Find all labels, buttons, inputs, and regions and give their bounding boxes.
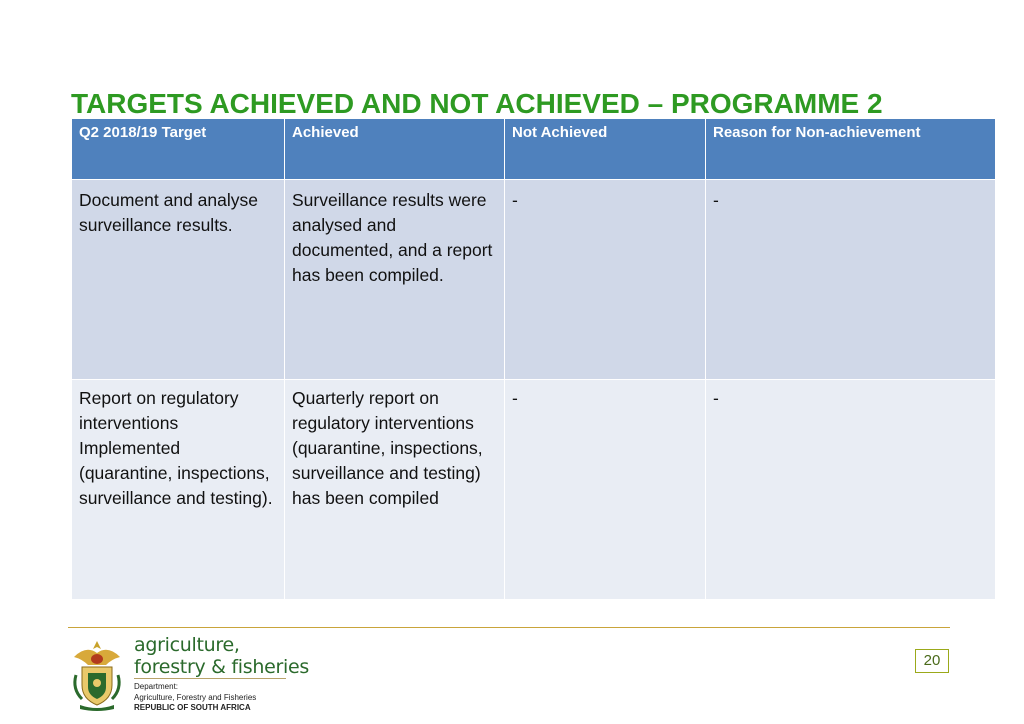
- header-reason: Reason for Non-achievement: [706, 119, 996, 180]
- footer-divider: [68, 627, 950, 628]
- brand-divider: [134, 678, 286, 679]
- targets-table: [71, 118, 996, 600]
- brand-wordmark: [134, 634, 309, 678]
- cell-reason: -: [706, 380, 996, 600]
- brand-line-1: agriculture,: [134, 634, 240, 656]
- cell-target: Report on regulatory interventions Implemented (quarantine, inspections, surveillance and testing).: [72, 380, 285, 600]
- dept-line-2: Agriculture, Forestry and Fisheries: [134, 692, 257, 702]
- slide-title: TARGETS ACHIEVED AND NOT ACHIEVED – PROGRAMME 2: [71, 88, 883, 119]
- cell-target: Document and analyse surveillance results.: [72, 180, 285, 380]
- cell-achieved: Surveillance results were analysed and documented, and a report has been compiled.: [285, 180, 505, 380]
- cell-not-achieved: -: [505, 380, 706, 600]
- header-target: Q2 2018/19 Target: [72, 119, 285, 180]
- dept-line-3: REPUBLIC OF SOUTH AFRICA: [134, 703, 251, 712]
- table-row: [72, 380, 996, 600]
- header-achieved: Achieved: [285, 119, 505, 180]
- table-header-row: [72, 119, 996, 180]
- table-row: [72, 180, 996, 380]
- brand-line-2: forestry & fisheries: [134, 656, 309, 678]
- dept-line-1: Department:: [134, 682, 179, 691]
- header-not-achieved: Not Achieved: [505, 119, 706, 180]
- department-label: [134, 682, 256, 714]
- cell-not-achieved: -: [505, 180, 706, 380]
- cell-achieved: Quarterly report on regulatory interventions (quarantine, inspections, surveillance and testing) has been compiled: [285, 380, 505, 600]
- coat-of-arms-icon: [68, 637, 126, 711]
- cell-reason: -: [706, 180, 996, 380]
- page-number: 20: [915, 649, 949, 673]
